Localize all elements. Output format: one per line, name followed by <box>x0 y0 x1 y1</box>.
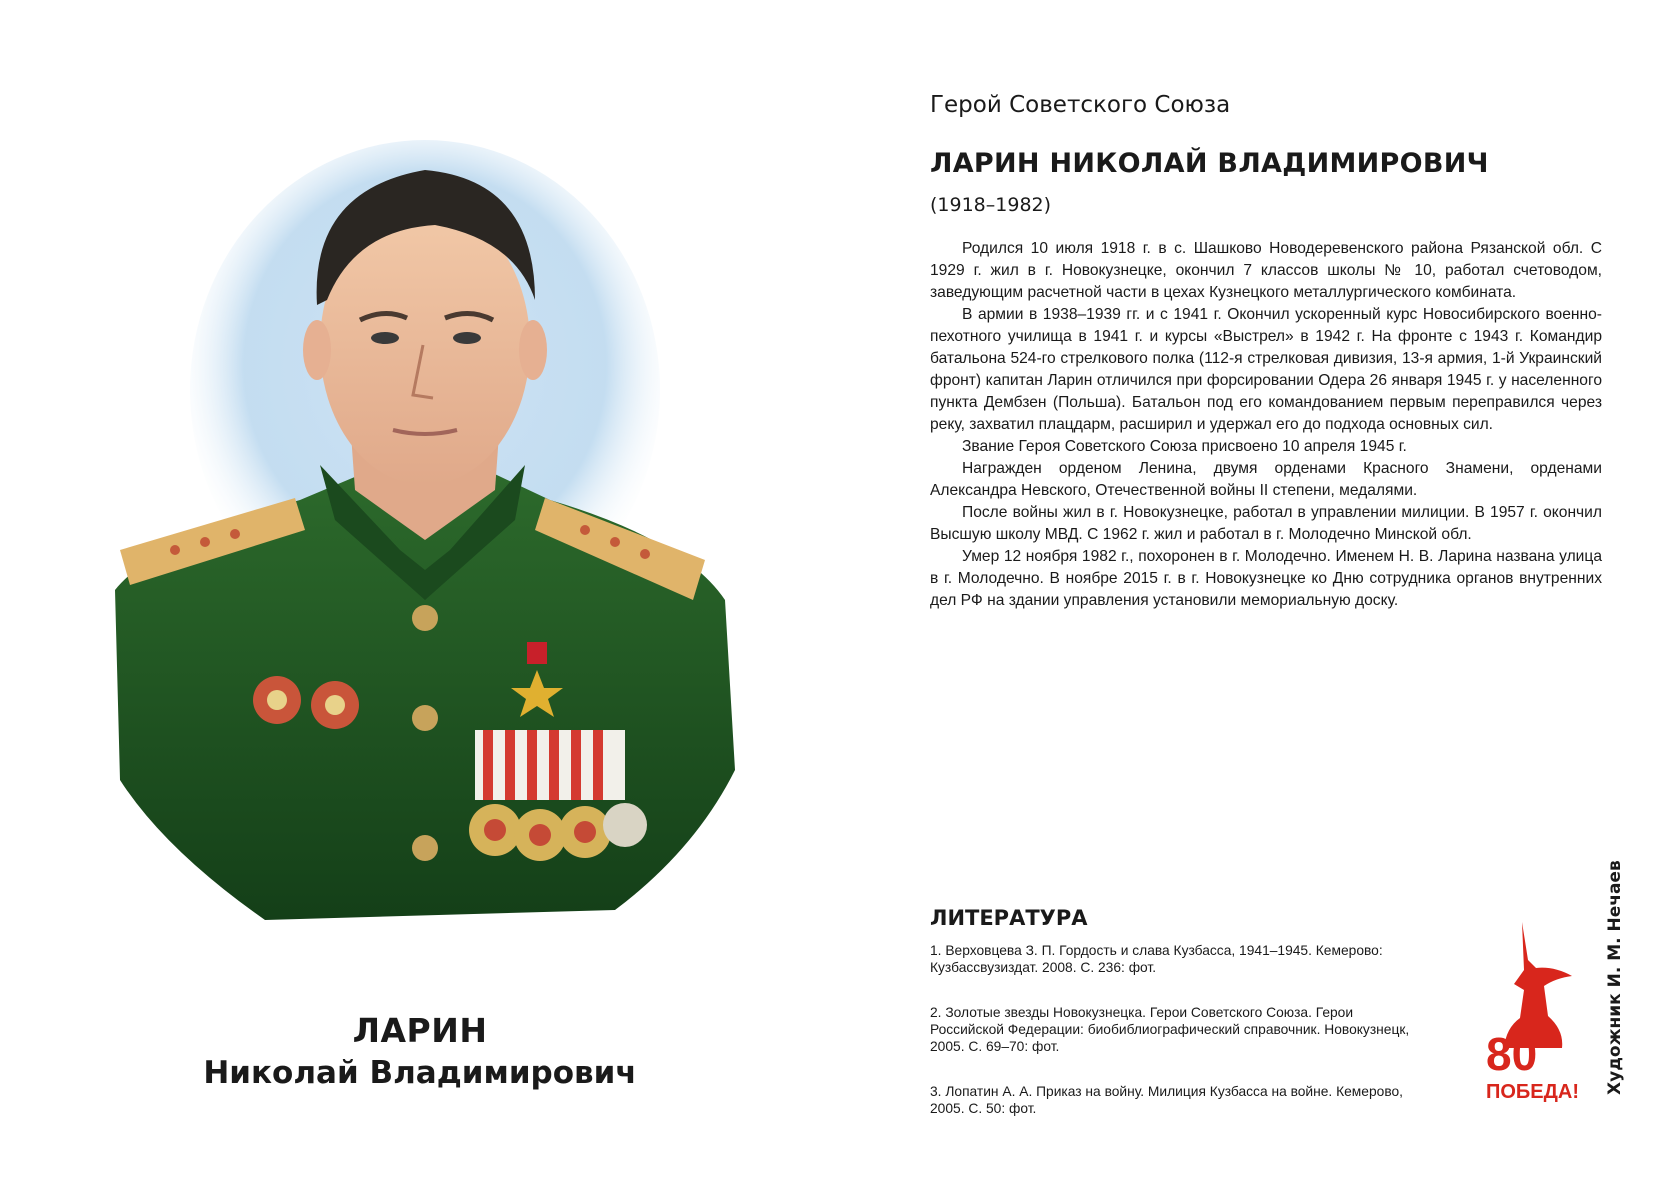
literature-item: 1. Верховцева З. П. Гордость и слава Кузбасса, 1941–1945. Кемерово: Кузбассвузиздат. 2008. С. 236: фот. <box>930 943 1383 975</box>
caption-surname: ЛАРИН <box>352 1011 488 1050</box>
medal-ribbons <box>475 730 625 800</box>
bio-paragraph: Награжден орденом Ленина, двумя орденами Красного Знамени, орденами Александра Невского, Отечественной войны II степени, медалями. <box>930 460 1602 499</box>
hero-name-heading: ЛАРИН НИКОЛАЙ ВЛАДИМИРОВИЧ <box>930 148 1489 179</box>
literature-heading: ЛИТЕРАТУРА <box>930 906 1088 930</box>
portrait-painting <box>95 130 745 950</box>
logo-number: 80 <box>1486 1028 1538 1080</box>
bio-paragraph: Умер 12 ноября 1982 г., похоронен в г. Молодечно. Именем Н. В. Ларина названа улица в г. Молодечно. В ноябре 2015 г. в г. Новокузнецке ко Дню сотрудника органов внутренних дел РФ на здании управления установили мемориальную доску. <box>930 548 1602 609</box>
logo-word: ПОБЕДА! <box>1486 1081 1579 1103</box>
literature-item: 2. Золотые звезды Новокузнецка. Герои Советского Союза. Герои Российской Федерации: биобиблиографический справочник. Новокузнецк, 2005. С. 69–70: фот. <box>930 1005 1410 1054</box>
bio-paragraph: Родился 10 июля 1918 г. в с. Шашково Новодеревенского района Рязанской обл. С 1929 г. жил в г. Новокузнецке, окончил 7 классов школы № 10, работал счетоводом, заведующим расчетной части в цехах Кузнецкого металлургического комбината. <box>930 240 1602 301</box>
biography-text <box>930 238 1602 612</box>
literature-item: 3. Лопатин А. А. Приказ на войну. Милиция Кузбасса на войне. Кемерово, 2005. С. 50: фот. <box>930 1084 1403 1116</box>
literature-list <box>930 942 1430 1145</box>
bio-paragraph: Звание Героя Советского Союза присвоено 10 апреля 1945 г. <box>962 438 1407 455</box>
bio-paragraph: После войны жил в г. Новокузнецке, работал в управлении милиции. В 1957 г. окончил Высшую школу МВД. С 1962 г. жил и работал в г. Молодечно Минской обл. <box>930 504 1602 543</box>
portrait-caption <box>60 1010 780 1094</box>
victory-80-logo <box>1484 920 1580 1105</box>
life-years: (1918–1982) <box>930 194 1052 216</box>
hero-title-kicker: Герой Советского Союза <box>930 92 1231 118</box>
caption-given-names: Николай Владимирович <box>203 1055 637 1091</box>
bio-paragraph: В армии в 1938–1939 гг. и с 1941 г. Окончил ускоренный курс Новосибирского военно-пехотного училища в 1941 г. и курсы «Выстрел» в 1942 г. На фронте с 1943 г. Командир батальона 524-го стрелкового полка (112-я стрелковая дивизия, 13-я армия, 1-й Украинский фронт) капитан Ларин отличился при форсировании Одера 26 января 1945 г. у населенного пункта Дембзен (Польша). Батальон под его командованием первым переправился через реку, захватил плацдарм, расширил и удержал его до подхода основных сил. <box>930 306 1602 433</box>
artist-credit: Художник И. М. Нечаев <box>1605 860 1625 1095</box>
